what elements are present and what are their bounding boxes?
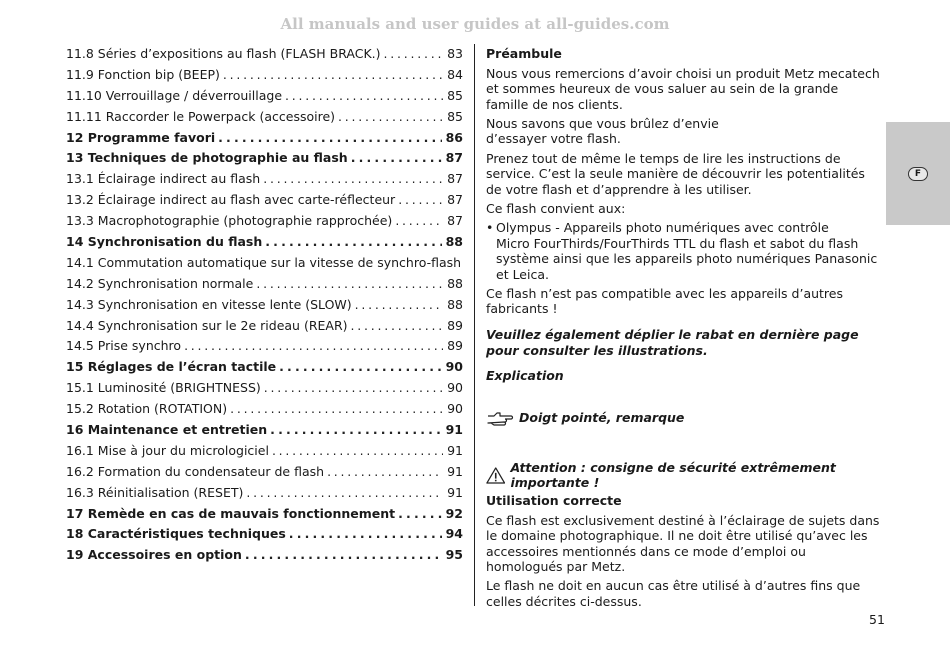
toc-entry [66,485,463,506]
warning-note [486,460,881,491]
toc-entry [66,297,463,318]
toc-entry [66,46,463,67]
toc-entry-page: 91 [447,442,463,458]
toc-entry-page: 88 [447,296,463,312]
bullet-mark: • [486,219,494,235]
toc-leader-dots [384,46,444,61]
toc-entry-page: 88 [447,275,463,291]
toc-entry [66,88,463,109]
bullet-line-4: et Leica. [496,266,549,282]
toc-entry-title: 14.2 Synchronisation normale [66,275,254,291]
toc-leader-dots [218,130,441,145]
bullet-line-2: Micro FourThirds/FourThirds TTL du flash et sabot du flash [496,235,859,251]
toc-entry-title: 16.3 Réinitialisation (RESET) [66,484,244,500]
toc-entry-title: 13.2 Éclairage indirect au flash avec carte-réflecteur [66,192,396,208]
toc-entry-page: 91 [445,422,463,438]
toc-entry [66,526,463,547]
preamble-paragraph-4: Ce flash convient aux: [486,200,626,216]
page-number: 51 [869,612,885,627]
toc-entry-page: 89 [447,338,463,354]
toc-entry-page: 85 [447,87,463,103]
toc-entry-title: 16.2 Formation du condensateur de flash [66,463,325,479]
toc-entry-title: 14.3 Synchronisation en vitesse lente (SLOW) [66,296,352,312]
toc-entry-title: 13.3 Macrophotographie (photographie rapprochée) [66,213,393,229]
toc-leader-dots [264,380,443,395]
preamble-paragraph-2-line-1: Nous savons que vous brûlez d’envie [486,115,719,131]
toc-leader-dots [289,526,442,541]
toc-entry-title: 11.10 Verrouillage / déverrouillage [66,87,283,103]
toc-entry-page: 89 [447,317,463,333]
usage-paragraph-1: Ce flash est exclusivement destiné à l’éclairage de sujets dans le domaine photographique. Il ne doit être utilisé qu’avec les accessoires mentionnés dans ce mode d’emploi ou homologués par Metz. [486,512,880,575]
toc-entry-title: 17 Remède en cas de mauvais fonctionnement [66,505,396,521]
bullet-line-1: Olympus - Appareils photo numériques avec contrôle [496,219,829,235]
table-of-contents [66,46,463,568]
toc-leader-dots [272,443,443,458]
warning-triangle-icon [486,466,505,485]
language-tab-letter: F [908,167,928,181]
toc-leader-dots [327,464,443,479]
toc-leader-dots [398,506,441,521]
toc-leader-dots [184,338,443,353]
watermark: All manuals and user guides at all-guides.com [280,15,670,33]
toc-entry [66,109,463,130]
pointing-finger-icon [486,410,514,426]
toc-entry [66,318,463,339]
toc-entry [66,150,463,171]
toc-entry-page: 87 [447,213,463,229]
preamble-paragraph-5: Ce flash n’est pas compatible avec les appareils d’autres fabricants ! [486,285,844,317]
toc-leader-dots [245,547,442,562]
toc-entry [66,401,463,422]
toc-entry [66,130,463,151]
toc-leader-dots [285,88,443,103]
toc-entry-page: 91 [447,484,463,500]
preamble-paragraph-2 [486,116,881,147]
toc-leader-dots [351,150,442,165]
toc-entry-page: 85 [447,108,463,124]
toc-entry-title: 14.1 Commutation automatique sur la vitesse de synchro-flash [66,254,462,270]
toc-entry-title: 13 Techniques de photographie au flash [66,150,348,166]
pointer-note-text: Doigt pointé, remarque [519,409,685,425]
right-column [486,46,881,613]
toc-leader-dots [263,171,443,186]
toc-entry-page: 84 [447,66,463,82]
toc-entry [66,380,463,401]
toc-entry-title: 11.8 Séries d’expositions au flash (FLASH BRACK.) [66,46,381,61]
toc-entry-page: 90 [447,401,463,417]
toc-entry-page: 83 [447,46,463,61]
toc-entry-title: 12 Programme favori [66,129,216,145]
toc-entry-title: 14.4 Synchronisation sur le 2e rideau (REAR) [66,317,348,333]
toc-entry-title: 18 Caractéristiques techniques [66,526,286,542]
toc-entry-title: 11.11 Raccorder le Powerpack (accessoire) [66,108,336,124]
toc-entry-title: 15.2 Rotation (ROTATION) [66,401,228,417]
fold-note: Veuillez également déplier le rabat en dernière page pour consulter les illustrations. [486,327,859,358]
toc-entry [66,359,463,380]
preamble-heading: Préambule [486,46,562,61]
language-tab [886,122,950,225]
toc-entry [66,464,463,485]
explanation-heading: Explication [486,368,564,384]
toc-entry-title: 16 Maintenance et entretien [66,422,268,438]
toc-entry [66,338,463,359]
toc-leader-dots [351,318,444,333]
toc-entry-page: 90 [447,380,463,396]
toc-entry [66,67,463,88]
toc-entry-title: 11.9 Fonction bip (BEEP) [66,66,220,82]
usage-heading: Utilisation correcte [486,492,622,508]
toc-entry-page: 87 [447,192,463,208]
toc-entry [66,547,463,568]
toc-leader-dots [230,401,443,416]
warning-note-text: Attention : consigne de sécurité extrêmement importante ! [510,459,836,491]
toc-leader-dots [338,109,443,124]
toc-entry-title: 14 Synchronisation du flash [66,234,263,250]
toc-entry [66,422,463,443]
toc-leader-dots [355,297,443,312]
toc-entry-page: 94 [445,526,463,542]
toc-entry-title: 13.1 Éclairage indirect au flash [66,171,261,187]
compatibility-bullet [486,220,881,282]
toc-entry-page: 90 [445,359,463,375]
bullet-line-3: système ainsi que les appareils photo numériques Panasonic [496,251,878,267]
toc-entry-page: 87 [445,150,463,166]
toc-entry [66,213,463,234]
pointer-note [486,410,881,426]
toc-entry-page: 92 [445,505,463,521]
toc-leader-dots [256,276,443,291]
toc-leader-dots [223,67,443,82]
preamble-paragraph-3: Prenez tout de même le temps de lire les instructions de service. C’est la seule manière de découvrir les potentialités de votre flash et d’apprendre à les utiliser. [486,150,865,197]
preamble-paragraph-1: Nous vous remercions d’avoir choisi un produit Metz mecatech et sommes heureux de vous saluer au sein de la grande famille de nos clients. [486,65,880,112]
toc-leader-dots [395,213,443,228]
toc-leader-dots [279,359,441,374]
toc-entry-title: 14.5 Prise synchro [66,338,182,354]
toc-leader-dots [265,234,441,249]
toc-entry-page: 87 [447,171,463,187]
toc-entry-page: 95 [445,547,463,563]
toc-entry [66,192,463,213]
toc-entry [66,276,463,297]
toc-entry-title: 19 Accessoires en option [66,547,242,563]
toc-entry-title: 16.1 Mise à jour du micrologiciel [66,442,269,458]
toc-entry-title: 15.1 Luminosité (BRIGHTNESS) [66,380,261,396]
usage-paragraph-2: Le flash ne doit en aucun cas être utilisé à d’autres fins que celles décrites ci-dessus. [486,578,861,610]
toc-entry [66,171,463,192]
toc-leader-dots [270,422,441,437]
preamble-paragraph-2-line-2: d’essayer votre flash. [486,131,621,147]
toc-entry-page: 91 [447,463,463,479]
toc-entry [66,506,463,527]
toc-leader-dots [398,192,443,207]
column-divider [474,44,475,606]
toc-entry-page: 86 [445,129,463,145]
toc-leader-dots [246,485,443,500]
toc-entry [66,443,463,464]
toc-entry-page: 88 [445,234,463,250]
toc-entry [66,234,463,255]
toc-entry-title: 15 Réglages de l’écran tactile [66,359,277,375]
toc-entry [66,255,463,276]
